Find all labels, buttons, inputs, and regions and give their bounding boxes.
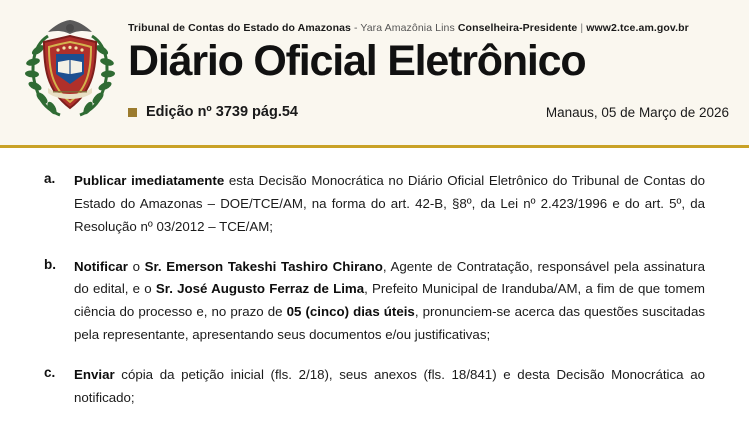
masthead-dash: -: [350, 22, 361, 34]
masthead-president-name: Yara Amazônia Lins: [360, 22, 455, 34]
list-item-marker: b.: [44, 256, 56, 272]
square-bullet-icon: [128, 108, 137, 117]
list-item: [44, 170, 705, 239]
list-item-text: Publicar imediatamente esta Decisão Monocrática no Diário Oficial Eletrônico do Tribunal de Contas do Estado do Amazonas – DOE/TCE/AM, na forma do art. 42-B, §8º, da Lei nº 2.423/1996 e do art. 5º, da Resolução nº 03/2012 – TCE/AM;: [74, 173, 705, 234]
tce-coat-of-arms-logo: [18, 14, 122, 126]
masthead-block: [128, 22, 733, 84]
edition-info: [128, 104, 298, 120]
list-item-marker: c.: [44, 365, 56, 381]
edition-label: Edição nº 3739 pág.54: [146, 104, 298, 120]
masthead-president-role: Conselheira-Presidente: [457, 22, 578, 34]
masthead-separator: |: [577, 22, 587, 34]
masthead-institution: Tribunal de Contas do Estado do Amazonas: [128, 22, 351, 34]
list-item-text: Notificar o Sr. Emerson Takeshi Tashiro Chirano, Agente de Contratação, responsável pela assinatura do edital, e o Sr. José Augusto Ferraz de Lima, Prefeito Municipal de Iranduba/AM, a fim de que tomem ciência do processo e, no prazo de 05 (cinco) dias úteis, pronunciem-se acerca das questões suscitadas pela representante, apresentando seus documentos e/ou justificativas;: [74, 258, 705, 343]
masthead-line: [128, 22, 733, 34]
page-title: Diário Oficial Eletrônico: [128, 37, 586, 85]
masthead-website: www2.tce.am.gov.br: [586, 22, 689, 34]
edition-row: [128, 104, 729, 120]
list-item-marker: a.: [44, 171, 56, 186]
list-item-text: Enviar cópia da petição inicial (fls. 2/18), seus anexos (fls. 18/841) e desta Decisão Monocrática ao notificado;: [74, 367, 705, 405]
page-header: [0, 0, 749, 148]
list-item: [44, 364, 705, 410]
document-body: [0, 148, 749, 410]
list-item: [44, 256, 705, 347]
place-and-date: Manaus, 05 de Março de 2026: [545, 104, 729, 120]
